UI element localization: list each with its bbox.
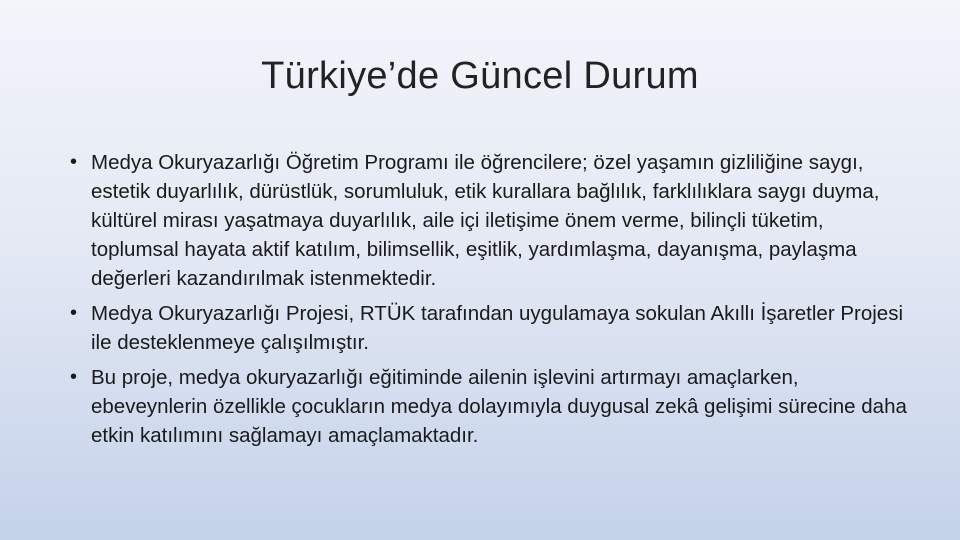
bullet-text: Medya Okuryazarlığı Öğretim Programı ile öğrencilere; özel yaşamın gizliliğine saygı, estetik duyarlılık, dürüstlük, sorumluluk, etik kurallara bağlılık, farklılıklara saygı duyma, kültürel mirası yaşatmaya duyarlılık, aile içi iletişime önem verme, bilinçli tüketim, toplumsal hayata aktif katılım, bilimsellik, eşitlik, yardımlaşma, dayanışma, paylaşma değerleri kazandırılmak istenmektedir. xyxy=(91,151,880,290)
bullet-dot-icon: • xyxy=(70,366,78,388)
bullet-text: Bu proje, medya okuryazarlığı eğitiminde ailenin işlevini artırmayı amaçlarken, ebeveynlerin özellikle çocukların medya dolayımıyla duygusal zekâ gelişimi sürecine daha etkin katılımını sağlamayı amaçlamaktadır. xyxy=(91,366,907,447)
bullet-text: Medya Okuryazarlığı Projesi, RTÜK tarafından uygulamaya sokulan Akıllı İşaretler Projesi ile desteklenmeye çalışılmıştır. xyxy=(91,302,904,354)
bullet-item xyxy=(70,363,910,450)
slide-title: Türkiye’de Güncel Durum xyxy=(261,55,699,97)
bullet-list xyxy=(70,148,910,456)
bullet-dot-icon: • xyxy=(70,151,78,173)
bullet-item xyxy=(70,148,910,293)
bullet-item xyxy=(70,299,910,357)
bullet-dot-icon: • xyxy=(70,302,78,324)
